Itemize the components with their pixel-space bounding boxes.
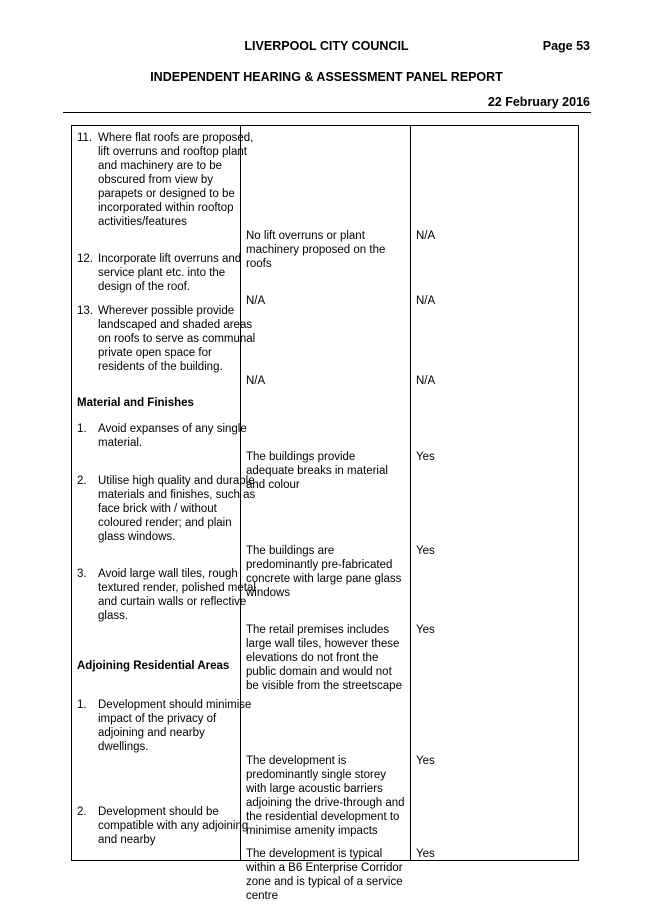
- compliance-table: [71, 125, 579, 902]
- table-row: [72, 304, 578, 387]
- control-cell: [77, 567, 256, 623]
- item-number: 1.: [77, 423, 87, 435]
- control-cell: [77, 131, 256, 229]
- control-cell: [77, 304, 256, 374]
- item-number: 11.: [77, 132, 93, 144]
- header-council: LIVERPOOL CITY COUNCIL: [244, 39, 409, 53]
- proposal-cell: The buildings are predominantly pre-fabricated concrete with large pane glass windows: [246, 545, 402, 599]
- complies-cell: N/A: [416, 375, 436, 387]
- control-text: Wherever possible provide landscaped and shaded areas on roofs to serve as communal private open space for residents of the building.: [98, 305, 256, 373]
- header-date: 22 February 2016: [487, 95, 590, 109]
- proposal-cell: N/A: [246, 375, 266, 387]
- section-heading: Adjoining Residential Areas: [77, 660, 230, 672]
- table-row: [72, 422, 578, 491]
- item-number: 2.: [77, 475, 87, 487]
- control-text: Development should minimise impact of the privacy of adjoining and nearby dwellings.: [98, 699, 252, 753]
- control-text: Where flat roofs are proposed, lift overruns and rooftop plant and machinery are to be obscured from view by parapets or designed to be incorporated within rooftop activities/features: [98, 132, 254, 228]
- control-text: Utilise high quality and durable materials and finishes, such as face brick with / without coloured render; and plain glass windows.: [98, 475, 256, 543]
- complies-cell: Yes: [416, 545, 435, 557]
- complies-cell: N/A: [416, 230, 436, 242]
- proposal-cell: The development is typical within a B6 Enterprise Corridor zone and is typical of a service centre: [246, 848, 403, 902]
- proposal-cell: No lift overruns or plant machinery proposed on the roofs: [246, 230, 386, 270]
- control-cell: [77, 698, 256, 754]
- control-text: Development should be compatible with any adjoining and nearby: [98, 806, 249, 846]
- header-rule: [63, 112, 591, 113]
- control-cell: [77, 252, 256, 294]
- proposal-cell: The buildings provide adequate breaks in material and colour: [246, 451, 388, 491]
- header-report-title: INDEPENDENT HEARING & ASSESSMENT PANEL REPORT: [150, 70, 503, 84]
- control-cell: [77, 474, 256, 544]
- proposal-cell: N/A: [246, 295, 266, 307]
- control-text: Avoid large wall tiles, rough textured render, polished metal and curtain walls or reflective glass.: [98, 568, 256, 622]
- item-number: 3.: [77, 568, 87, 580]
- complies-cell: Yes: [416, 624, 435, 636]
- control-text: Avoid expanses of any single material.: [98, 423, 247, 449]
- table-row: [72, 252, 578, 307]
- complies-cell: Yes: [416, 755, 435, 767]
- control-cell: [77, 805, 256, 847]
- proposal-cell: The development is predominantly single storey with large acoustic barriers adjoining the drive-through and the residential development to minimise amenity impacts: [246, 755, 405, 837]
- section-heading: Material and Finishes: [77, 397, 194, 409]
- complies-cell: Yes: [416, 451, 435, 463]
- item-number: 13.: [77, 305, 93, 317]
- table-row: [72, 805, 578, 902]
- item-number: 1.: [77, 699, 87, 711]
- control-text: Incorporate lift overruns and service plant etc. into the design of the roof.: [98, 253, 242, 293]
- proposal-cell: The retail premises includes large wall tiles, however these elevations do not front the public domain and would not be visible from the streetscape: [246, 624, 402, 692]
- control-cell: [77, 422, 256, 450]
- header-page-number: Page 53: [542, 39, 590, 53]
- item-number: 12.: [77, 253, 93, 265]
- complies-cell: N/A: [416, 295, 436, 307]
- item-number: 2.: [77, 806, 87, 818]
- complies-cell: Yes: [416, 848, 435, 860]
